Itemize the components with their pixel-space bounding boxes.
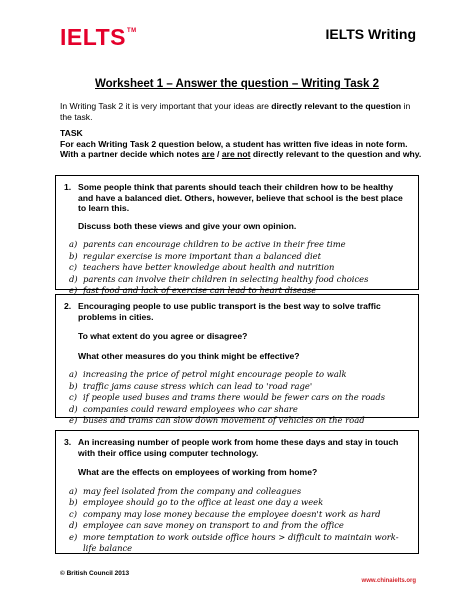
note-item xyxy=(69,497,408,509)
note-item xyxy=(69,392,408,404)
note-letter: b) xyxy=(69,497,78,508)
note-item xyxy=(69,381,408,393)
note-text: company may lose money because the employee doesn't work as hard xyxy=(83,508,381,519)
note-text: parents can involve their children in selecting healthy food choices xyxy=(83,273,369,284)
note-text: more temptation to work outside office hours > difficult to maintain work-life balance xyxy=(83,531,399,554)
note-text: if people used buses and trams there would be fewer cars on the roads xyxy=(83,392,386,403)
question-instruction: What are the effects on employees of working from home? xyxy=(78,467,318,477)
note-text: employee can save money on transport to and from the office xyxy=(83,520,344,531)
intro-bold: directly relevant to the question xyxy=(271,101,402,111)
task-heading: TASK xyxy=(60,128,83,138)
note-item xyxy=(69,532,408,555)
note-item xyxy=(69,486,408,498)
intro-part2: in the task. xyxy=(60,101,411,122)
note-item xyxy=(69,404,408,416)
section-title: IELTS Writing xyxy=(325,26,416,42)
question-text: Encouraging people to use public transport is the best way to solve traffic problems in cities. xyxy=(78,301,381,322)
note-letter: b) xyxy=(69,380,78,391)
task-line2-after: directly relevant to the question and why. xyxy=(250,149,422,159)
note-item xyxy=(69,274,408,286)
note-item xyxy=(69,415,408,427)
note-text: fast food and lack of exercise can lead to heart disease xyxy=(83,285,317,296)
note-text: teachers have better knowledge about health and nutrition xyxy=(83,262,335,273)
note-text: parents can encourage children to be active in their free time xyxy=(83,239,346,249)
notes-list xyxy=(64,239,408,297)
note-letter: a) xyxy=(69,369,78,379)
task-instructions xyxy=(60,128,430,160)
note-letter: c) xyxy=(69,508,77,519)
note-letter: d) xyxy=(69,273,78,284)
question-text: An increasing number of people work from home these days and stay in touch with their office using computer technology. xyxy=(78,437,399,458)
note-letter: a) xyxy=(69,485,78,496)
note-letter: c) xyxy=(69,262,77,273)
notes-list xyxy=(64,369,408,427)
question-instruction: To what extent do you agree or disagree? xyxy=(78,331,248,341)
note-letter: b) xyxy=(69,250,78,261)
task-slash: / xyxy=(214,149,222,159)
intro-part1: In Writing Task 2 it is very important that your ideas are xyxy=(60,101,272,111)
notes-list xyxy=(64,486,408,556)
task-line1: For each Writing Task 2 question below, a student has written five ideas in note form. xyxy=(60,138,408,149)
question-prompt xyxy=(64,301,408,322)
note-text: traffic jams cause stress which can lead to 'road rage' xyxy=(83,380,313,391)
ielts-logo xyxy=(60,24,137,51)
worksheet-title: Worksheet 1 – Answer the question – Writing Task 2 xyxy=(95,78,379,90)
note-letter: d) xyxy=(69,520,78,531)
question-number: 1. xyxy=(64,182,72,192)
note-item xyxy=(69,520,408,532)
task-line2 xyxy=(60,149,430,160)
note-text: may feel isolated from the company and colleagues xyxy=(83,485,302,496)
note-letter: e) xyxy=(69,285,78,296)
note-text: regular exercise is more important than a balanced diet xyxy=(83,250,321,261)
website-link[interactable]: www.chinaielts.org xyxy=(361,578,416,584)
question-prompt xyxy=(64,182,408,214)
copyright: © British Council 2013 xyxy=(60,570,130,577)
note-letter: a) xyxy=(69,239,78,249)
logo-text: IELTS xyxy=(60,24,126,50)
note-text: companies could reward employees who car share xyxy=(83,403,298,414)
task-are-not: are not xyxy=(221,149,251,159)
note-item xyxy=(69,262,408,274)
question-box-2 xyxy=(55,294,419,426)
note-item xyxy=(69,509,408,521)
note-letter: c) xyxy=(69,392,77,403)
note-letter: e) xyxy=(69,531,78,542)
note-text: employee should go to the office at least one day a week xyxy=(83,497,324,508)
note-letter: e) xyxy=(69,415,78,426)
question-instruction-2: What other measures do you think might be effective? xyxy=(78,350,300,361)
intro-paragraph xyxy=(60,101,416,123)
question-text: Some people think that parents should teach their children how to be healthy and have a balanced diet. Others, however, believe that school is the best place to learn this. xyxy=(78,182,403,213)
question-box-1 xyxy=(55,175,419,296)
note-letter: d) xyxy=(69,403,78,414)
note-item xyxy=(69,369,408,381)
note-text: buses and trams can slow down movement of vehicles on the road xyxy=(83,415,365,426)
question-number: 2. xyxy=(64,301,72,311)
question-box-3 xyxy=(55,430,419,554)
question-instruction: Discuss both these views and give your own opinion. xyxy=(78,220,297,231)
question-prompt xyxy=(64,437,408,458)
task-line2-before: With a partner decide which notes xyxy=(60,149,202,159)
note-item xyxy=(69,251,408,263)
task-are: are xyxy=(201,149,215,159)
question-number: 3. xyxy=(64,437,72,447)
note-item xyxy=(69,239,408,251)
note-text: increasing the price of petrol might encourage people to walk xyxy=(83,369,347,379)
logo-trademark: TM xyxy=(126,28,137,34)
